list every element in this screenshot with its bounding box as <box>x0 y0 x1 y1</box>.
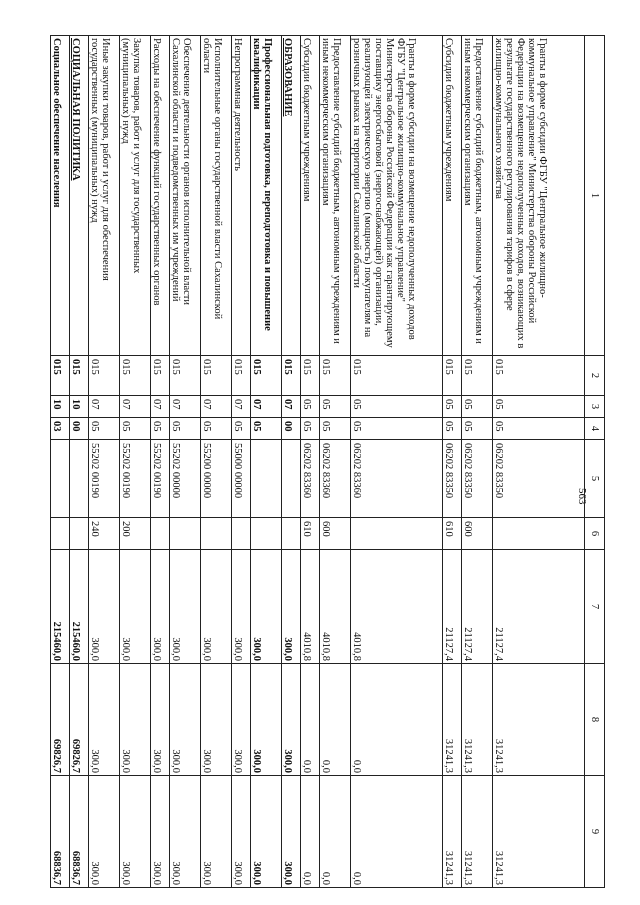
amount-col8: 31241,3 <box>461 664 492 776</box>
table-row <box>461 36 492 888</box>
amount-col7: 300,0 <box>89 550 120 664</box>
code-subsection: 05 <box>232 418 251 440</box>
amount-col9: 0,0 <box>351 776 443 888</box>
table-row <box>51 36 70 888</box>
header-cell: 4 <box>584 418 604 440</box>
row-label: СОЦИАЛЬНАЯ ПОЛИТИКА <box>70 36 89 356</box>
row-label: Обеспечение деятельности органов исполнительной власти Сахалинской области и подведомственных им учреждений <box>170 36 201 356</box>
code-expense-type <box>151 518 170 550</box>
code-expense-type <box>282 518 301 550</box>
code-ministry: 015 <box>492 356 584 396</box>
code-ministry: 015 <box>51 356 70 396</box>
code-ministry: 015 <box>442 356 461 396</box>
code-expense-type <box>492 518 584 550</box>
row-label: Субсидии бюджетным учреждениям <box>301 36 320 356</box>
row-label: Гранты в форме субсидии на возмещение недополученных доходов ФГБУ "Центральное жилищно-коммунальное управление" Министерства обороны Российской Федерации как гарантирующему поставщику энергосбытовой (энергоснабжающей) организации, реализующей электрическую энергию (мощность) покупателям на розничных рынках на территории Сахалинской области <box>351 36 443 356</box>
code-expense-type: 600 <box>461 518 492 550</box>
table-row <box>120 36 151 888</box>
code-subsection: 05 <box>301 418 320 440</box>
header-cell: 7 <box>584 550 604 664</box>
amount-col9: 300,0 <box>120 776 151 888</box>
table-row <box>492 36 584 888</box>
code-subsection: 05 <box>351 418 443 440</box>
amount-col8: 0,0 <box>301 664 320 776</box>
amount-col9: 300,0 <box>282 776 301 888</box>
row-label: Предоставление субсидий бюджетным, автономным учреждениям и иным некоммерческим организациям <box>319 36 350 356</box>
amount-col8: 300,0 <box>89 664 120 776</box>
code-expense-type <box>201 518 232 550</box>
code-expense-type: 610 <box>442 518 461 550</box>
amount-col7: 300,0 <box>201 550 232 664</box>
table-row <box>201 36 232 888</box>
code-expense-type: 240 <box>89 518 120 550</box>
amount-col8: 300,0 <box>201 664 232 776</box>
code-ministry: 015 <box>319 356 350 396</box>
table-row <box>151 36 170 888</box>
amount-col8: 300,0 <box>251 664 282 776</box>
amount-col8: 0,0 <box>319 664 350 776</box>
amount-col7: 4010,8 <box>301 550 320 664</box>
code-section: 05 <box>492 396 584 418</box>
amount-col7: 215460,0 <box>70 550 89 664</box>
code-ministry: 015 <box>70 356 89 396</box>
code-ministry: 015 <box>351 356 443 396</box>
amount-col7: 300,0 <box>151 550 170 664</box>
amount-col7: 300,0 <box>251 550 282 664</box>
code-section: 07 <box>201 396 232 418</box>
row-label: Расходы на обеспечение функций государственных органов <box>151 36 170 356</box>
table-body <box>51 36 605 888</box>
code-ministry: 015 <box>201 356 232 396</box>
amount-col9: 300,0 <box>170 776 201 888</box>
row-label: Исполнительные органы государственной власти Сахалинской области <box>201 36 232 356</box>
code-target: 55202 00190 <box>151 440 170 518</box>
code-section: 10 <box>51 396 70 418</box>
row-label: Субсидии бюджетным учреждениям <box>442 36 461 356</box>
header-row <box>584 36 604 888</box>
code-section: 07 <box>170 396 201 418</box>
code-target: 55202 00190 <box>89 440 120 518</box>
code-target: 06202 83350 <box>492 440 584 518</box>
amount-col8: 0,0 <box>351 664 443 776</box>
row-label: Непрограммная деятельность <box>232 36 251 356</box>
amount-col9: 68836,7 <box>51 776 70 888</box>
page-number: 563 <box>576 488 588 505</box>
amount-col7: 300,0 <box>120 550 151 664</box>
header-cell: 6 <box>584 518 604 550</box>
code-section: 05 <box>301 396 320 418</box>
code-expense-type <box>232 518 251 550</box>
table-row <box>442 36 461 888</box>
code-section: 05 <box>351 396 443 418</box>
code-section: 10 <box>70 396 89 418</box>
code-section: 07 <box>251 396 282 418</box>
row-label: Иные закупки товаров, работ и услуг для обеспечения государственных (муниципальных) нужд <box>89 36 120 356</box>
row-label: ОБРАЗОВАНИЕ <box>282 36 301 356</box>
header-cell: 1 <box>584 36 604 356</box>
amount-col7: 4010,8 <box>319 550 350 664</box>
code-expense-type <box>170 518 201 550</box>
code-subsection: 05 <box>492 418 584 440</box>
code-ministry: 015 <box>251 356 282 396</box>
code-subsection: 05 <box>89 418 120 440</box>
table-row <box>70 36 89 888</box>
amount-col9: 0,0 <box>301 776 320 888</box>
table-row <box>89 36 120 888</box>
code-subsection: 05 <box>319 418 350 440</box>
row-label: Гранты в форме субсидии ФГБУ "Центральное жилищно-коммунальное управление" Министерства обороны Российской Федерации на возмещение недополученных доходов, возникающих в результате государственного регулирования тарифов в сфере жилищно-коммунального хозяйства <box>492 36 584 356</box>
code-ministry: 015 <box>170 356 201 396</box>
table-row <box>170 36 201 888</box>
code-ministry: 015 <box>151 356 170 396</box>
row-label: Социальное обеспечение населения <box>51 36 70 356</box>
amount-col8: 69826,7 <box>70 664 89 776</box>
code-expense-type <box>51 518 70 550</box>
header-cell: 3 <box>584 396 604 418</box>
amount-col9: 0,0 <box>319 776 350 888</box>
code-subsection: 05 <box>461 418 492 440</box>
amount-col7: 21127,4 <box>492 550 584 664</box>
code-subsection: 05 <box>251 418 282 440</box>
table-row <box>251 36 282 888</box>
code-subsection: 05 <box>201 418 232 440</box>
amount-col8: 69826,7 <box>51 664 70 776</box>
header-cell: 2 <box>584 356 604 396</box>
amount-col9: 300,0 <box>251 776 282 888</box>
code-subsection: 05 <box>442 418 461 440</box>
header-cell: 8 <box>584 664 604 776</box>
code-subsection: 00 <box>282 418 301 440</box>
code-ministry: 015 <box>120 356 151 396</box>
code-expense-type <box>351 518 443 550</box>
amount-col7: 300,0 <box>282 550 301 664</box>
code-target <box>51 440 70 518</box>
code-ministry: 015 <box>282 356 301 396</box>
amount-col8: 31241,3 <box>492 664 584 776</box>
amount-col9: 68836,7 <box>70 776 89 888</box>
code-expense-type <box>70 518 89 550</box>
code-subsection: 05 <box>170 418 201 440</box>
amount-col9: 300,0 <box>151 776 170 888</box>
header-cell: 5 <box>584 440 604 518</box>
amount-col8: 31241,3 <box>442 664 461 776</box>
table-row <box>232 36 251 888</box>
amount-col9: 300,0 <box>232 776 251 888</box>
code-expense-type: 610 <box>301 518 320 550</box>
amount-col8: 300,0 <box>170 664 201 776</box>
amount-col8: 300,0 <box>282 664 301 776</box>
code-expense-type: 600 <box>319 518 350 550</box>
code-target: 55000 00000 <box>232 440 251 518</box>
code-section: 07 <box>282 396 301 418</box>
amount-col7: 300,0 <box>232 550 251 664</box>
code-subsection: 03 <box>51 418 70 440</box>
code-target <box>70 440 89 518</box>
code-subsection: 05 <box>120 418 151 440</box>
amount-col7: 300,0 <box>170 550 201 664</box>
amount-col9: 31241,3 <box>442 776 461 888</box>
amount-col9: 300,0 <box>201 776 232 888</box>
table-row <box>351 36 443 888</box>
code-target: 06202 83360 <box>319 440 350 518</box>
code-target: 06202 83360 <box>301 440 320 518</box>
code-section: 07 <box>120 396 151 418</box>
row-label: Предоставление субсидий бюджетным, автономным учреждениям и иным некоммерческим организациям <box>461 36 492 356</box>
code-section: 05 <box>319 396 350 418</box>
code-target: 06202 83350 <box>442 440 461 518</box>
budget-table <box>50 35 605 888</box>
amount-col9: 31241,3 <box>461 776 492 888</box>
code-target: 55200 00000 <box>201 440 232 518</box>
amount-col7: 21127,4 <box>442 550 461 664</box>
code-expense-type <box>251 518 282 550</box>
code-section: 07 <box>89 396 120 418</box>
code-target <box>251 440 282 518</box>
table-row <box>301 36 320 888</box>
row-label: Профессиональная подготовка, переподготовка и повышение квалификации <box>251 36 282 356</box>
code-section: 07 <box>232 396 251 418</box>
table-row <box>319 36 350 888</box>
code-target: 55202 00190 <box>120 440 151 518</box>
code-section: 05 <box>442 396 461 418</box>
code-target: 55202 00000 <box>170 440 201 518</box>
amount-col9: 300,0 <box>89 776 120 888</box>
code-ministry: 015 <box>461 356 492 396</box>
code-subsection: 00 <box>70 418 89 440</box>
amount-col8: 300,0 <box>151 664 170 776</box>
amount-col8: 300,0 <box>120 664 151 776</box>
code-section: 05 <box>461 396 492 418</box>
code-target: 06202 83360 <box>351 440 443 518</box>
code-target <box>282 440 301 518</box>
code-section: 07 <box>151 396 170 418</box>
amount-col7: 4010,8 <box>351 550 443 664</box>
rotated-table-container <box>50 35 605 887</box>
code-target: 06202 83350 <box>461 440 492 518</box>
amount-col8: 300,0 <box>232 664 251 776</box>
code-subsection: 05 <box>151 418 170 440</box>
code-ministry: 015 <box>301 356 320 396</box>
table-row <box>282 36 301 888</box>
row-label: Закупка товаров, работ и услуг для государственных (муниципальных) нужд <box>120 36 151 356</box>
code-ministry: 015 <box>89 356 120 396</box>
code-expense-type: 200 <box>120 518 151 550</box>
amount-col9: 31241,3 <box>492 776 584 888</box>
header-cell: 9 <box>584 776 604 888</box>
amount-col7: 21127,4 <box>461 550 492 664</box>
code-ministry: 015 <box>232 356 251 396</box>
amount-col7: 215460,0 <box>51 550 70 664</box>
